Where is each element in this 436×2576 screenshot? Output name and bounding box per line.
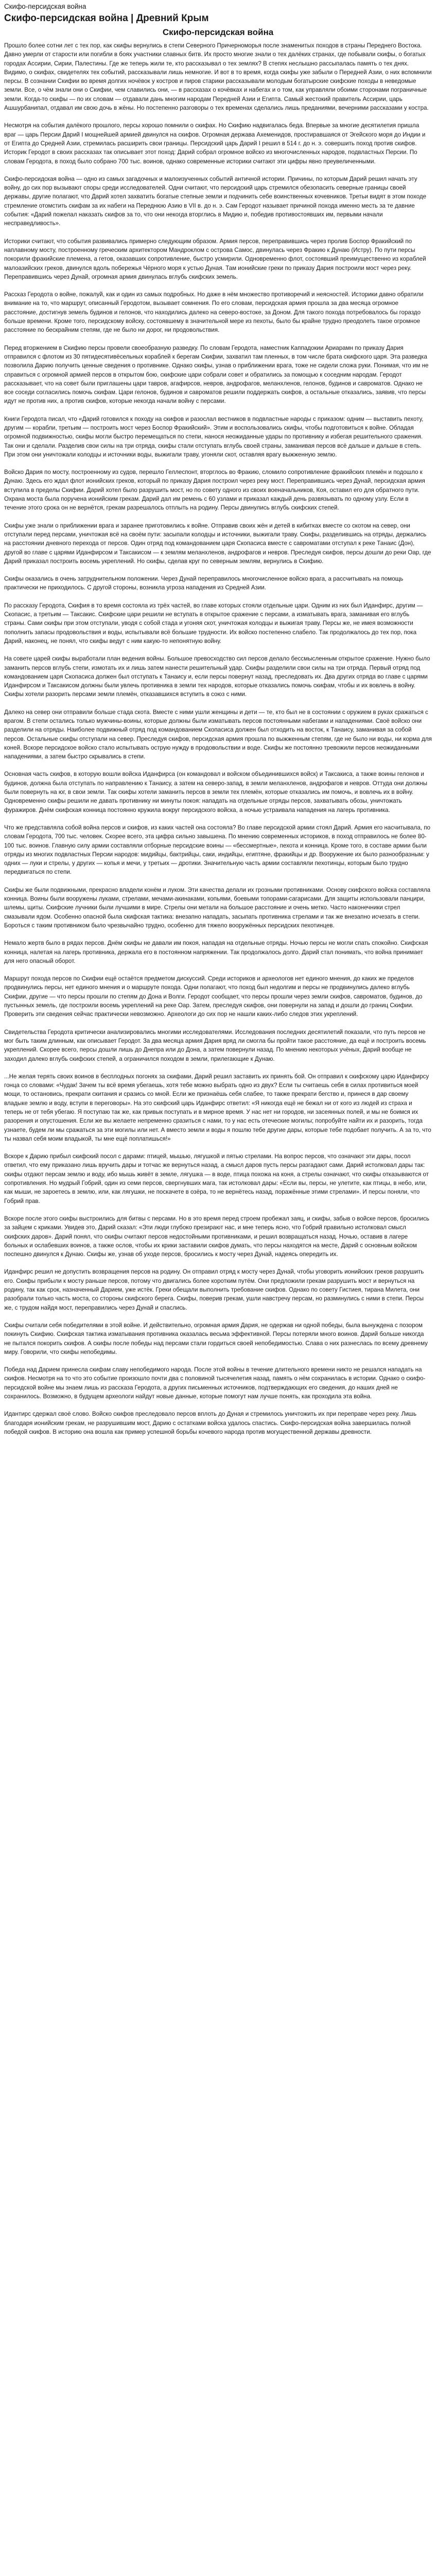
article-paragraph: Войско Дария по мосту, построенному из судов, перешло Геллеспонт, вторглось во Фракию, сломило сопротивление фракийских племён и подошло к Дунаю. Здесь его ждал флот ионийских греков, который по приказу Дария построил через реку мост. Переправившись через Дунай, персидская армия вступила в пределы Скифии. Дарий хотел было разрушить мост, но по совету одного из своих военачальников, Коя, оставил его для обратного пути. Охрана моста была поручена ионийским грекам. Дарий дал им ремень с 60 узлами и приказал каждый день развязывать по одному узлу. Если в течение этого срока он не вернётся, грекам разрешалось отплыть на родину. Персы двинулись вглубь скифских степей. [4, 469, 425, 512]
article-paragraph: Историки считают, что события развивались примерно следующим образом. Армия персов, переправившись через пролив Боспор Фракийский по наплавному мосту, построенному греческим архитектором Мандроклом с острова Самос, двинулась через Фракию к Дунаю (Истру). По пути персы покорили фракийские племена, а гетов, оказавших сопротивление, быстро усмирили. Одновременно флот, состоявший преимущественно из кораблей малоазийских греков, двинулся вдоль побережья Чёрного моря к устью Дуная. Там ионийские греки по приказу Дария построили мост через реку. Переправившись через Дунай, огромная армия двинулась вглубь скифских земель. [4, 238, 426, 280]
article-paragraph: Иданфирс решил не допустить возвращения персов на родину. Он отправил отряд к мосту через Дунай, чтобы уговорить ионийских греков разрушить его. Скифы прибыли к мосту раньше персов, потому что двигались более коротким путём. Они предложили грекам разрушить мост и вернуться на родину, так как срок, назначенный Дарием, уже истёк. Греки обещали выполнить требование скифов. Однако по совету Гистиея, тирана Милета, они разобрали только часть моста, со стороны скифского берега. Скифы, поверив грекам, ушли навстречу персам, но разминулись с ними в степи. Персы же, с трудом найдя мост, переправились через Дунай и спаслись. [4, 1268, 424, 1311]
article-paragraph: Вскоре после этого скифы выстроились для битвы с персами. Но в это время перед строем пробежал заяц, и скифы, забыв о войске персов, бросились за зайцем с криками. Увидев это, Дарий сказал: «Эти люди глубоко презирают нас, и мне теперь ясно, что Гобрий правильно истолковал смысл скифских даров». Дарий понял, что скифы считают персов недостойными противниками, и решил возвращаться назад. Ночью, оставив в лагере больных и ослабевших воинов, а также ослов, чтобы их крики заставили скифов думать, что персы находятся на месте, Дарий с основным войском поспешно двинулся к Дунаю. Скифы же, узнав об уходе персов, бросились к мосту через Дунай, надеясь опередить их. [4, 1215, 429, 1258]
article-paragraph: Победа над Дарием принесла скифам славу непобедимого народа. После этой войны в течение длительного времени никто не решался нападать на скифов. Несмотря на то что это событие произошло почти два с половиной тысячелетия назад, память о нём сохранилась в истории. Однако о скифо-персидской войне мы знаем лишь из рассказа Геродота, а других письменных источников, подтверждающих его сведения, до наших дней не сохранилось. Возможно, в будущем археологи найдут новые данные, которые помогут нам лучше понять, как проходила эта война. [4, 1366, 426, 1400]
article-paragraph: Идантирс сдержал своё слово. Войско скифов преследовало персов вплоть до Дуная и стремилось уничтожить их при переправе через реку. Лишь благодаря ионийским грекам, не разрушившим мост, Дарию с остатками войска удалось спастись. Скифо-персидская война завершилась полной победой скифов. В историю она вошла как пример успешной борьбы кочевого народа против могущественной державы древности. [4, 1411, 417, 1435]
article-body [4, 41, 432, 1436]
article-paragraph: Перед вторжением в Скифию персы провели своеобразную разведку. По словам Геродота, наместник Каппадокии Ариарамн по приказу Дария отправился с флотом из 30 пятидесятивёсельных кораблей к берегам Скифии, захватил там пленных, в том числе брата скифского царя. Эта разведка позволила Дарию получить ценные сведения о противнике. Однако скифы, узнав о приближении врага, тоже не сидели сложа руки. Понимая, что им не справиться с огромной армией персов в открытом бою, скифские цари собрали совет и обратились за помощью к соседним народам. Геродот рассказывает, что на совет были приглашены цари тавров, агафирсов, невров, андрофагов, меланхленов, гелонов, будинов и савроматов. Однако не все соседи согласились помочь скифам. Цари гелонов, будинов и савроматов решили поддержать скифов, а остальные отказались, заявив, что персы идут не против них, а против скифов, которые некогда начали войну с персами. [4, 344, 429, 405]
article-paragraph: Прошло более сотни лет с тех пор, как скифы вернулись в степи Северного Причерноморья после знаменитых походов в страны Переднего Востока. Давно умерли от старости или погибли в боях участники славных битв. Их просто многие знали о тех далёких странах, где побывали скифы, о богатых городах Ассирии, Сирии, Палестины. Где же теперь жили те, кто рассказывал о тех землях? В степях неслышно рассыпалась память о тех днях. Видимо, о скифах, свидетелях тех событий, рассказывали лишь немногие. И вот в то время, когда скифы уже забыли о Передней Азии, о них вспомнили персы. В сознании Скифии во время долгих ночёвок у костров и пиров старики рассказывали молодым богатырские скифские походы в неведомые земли. Все, о чём знали они о Скифии, чем славились они, — в рассказах о кочёвках и набегах и о том, как управляли обоими сторонами пограничные земли. Когда-то скифы — по их словам — отдавали дань многим народам Передней Азии и Египта. Самый жестокий правитель Ассирии, царь Ашшурбанипал, отдавал им свою дочь в жёны. Но постепенно разговоры о тех временах сделались лишь преданиями, вечерними рассказами у костра. [4, 42, 432, 112]
article-paragraph: Что же представляла собой война персов и скифов, из каких частей она состояла? Во главе персидской армии стоял Дарий. Армия его насчитывала, по словам Геродота, 700 тыс. человек. Скорее всего, эта цифра сильно завышена. По мнению современных историков, в поход отправилось не более 80-100 тыс. воинов. Главную силу армии составляли отборные персидские воины — «бессмертные», пехота и конница. Кроме того, в составе армии были отряды из многих подвластных Персии народов: мидийцы, бактрийцы, саки, индийцы, египтяне, фракийцы и др. Вооружение их было разнообразным: у одних — луки и стрелы, у других — копья и мечи, у третьих — дротики. Значительную часть армии составляли пехотинцы, которым было трудно передвигаться по степи. [4, 824, 430, 876]
article-paragraph: Скифо-персидская война — одно из самых загадочных и малоизученных событий античной истории. Причины, по которым Дарий решил начать эту войну, до сих пор вызывают споры среди исследователей. Одни считают, что персидский царь стремился обезопасить северные границы своей державы, другие полагают, что Дарий хотел захватить богатые степные земли и подчинить себе воинственных кочевников. Третьи видят в этом походе стремление отомстить скифам за их набеги на Переднюю Азию в VII в. до н. э. Сам Геродот называет причиной похода именно месть за те давние события: «Дарий пожелал наказать скифов за то, что они некогда вторглись в Мидию и, победив противостоявших им, первыми начали несправедливость». [4, 175, 427, 227]
page-topline: Скифо-персидская война [4, 3, 86, 10]
article-paragraph: На совете царей скифы выработали план ведения войны. Большое превосходство сил персов делало бессмысленным открытое сражение. Нужно было заманить персов вглубь степи, измотать их и лишь затем нанести решительный удар. Скифы разделили свои силы на три отряда. Первый отряд под командованием царя Скопасиса должен был отступать к Танаису и, если персы повернут назад, преследовать их. Два других отряда во главе с царями Иданфирсом и Таксакисом должны были увлечь противника в земли тех народов, которые отказались помочь скифам, чтобы и их вовлечь в войну. Скифы хотели разорить персами земли племён, отказавшихся вступить в союз с ними. [4, 655, 430, 698]
article-paragraph: Скифы уже знали о приближении врага и заранее приготовились к войне. Отправив своих жён и детей в кибитках вместе со скотом на север, они отступали перед персами, уничтожая всё на своём пути: засыпали колодцы и источники, выжигали траву. Скифы, разделившись на отряды, держались на расстоянии дневного перехода от персов. Один отряд под командованием царя Скопасиса вместе с савроматами отступал к реке Танаис (Дон), другой во главе с царями Иданфирсом и Таксакисом — к землям меланхленов, андрофагов и невров. Преследуя скифов, персы дошли до реки Оар, где Дарий приказал построить восемь укреплений. Но скифы, сделав круг по северным землям, вернулись в Скифию. [4, 522, 431, 565]
article-paragraph: Книги Геродота писал, что «Дарий готовился к походу на скифов и разослал вестников в подвластные народы с приказом: одним — выставить пехоту, другим — корабли, третьим — построить мост через Боспор Фракийский». Этим и воспользовались скифы, чтобы подготовиться к войне. Обладая огромной подвижностью, скифы могли быстро перемещаться по степи, нанося неожиданные удары по противнику и избегая решительного сражения. Так они и сделали. Разделив свои силы на три отряда, скифы стали отступать вглубь своей страны, заманивая персов всё дальше и дальше в степь. При этом они уничтожали колодцы и источники воды, выжигали траву, угоняли скот, оставляя врагу выжженную землю. [4, 415, 424, 458]
article-title: Скифо-персидская война [162, 27, 274, 37]
article-paragraph: Маршрут похода персов по Скифии ещё остаётся предметом дискуссий. Среди историков и археологов нет единого мнения, до каких же пределов продвинулись персы, нет единого мнения и о маршруте похода. Одни полагают, что поход был недолгим и персы не продвинулись далеко вглубь Скифии, другие — что персы прошли по степям до Дона и Волги. Геродот сообщает, что персы прошли через земли скифов, савроматов, будинов, до пустынных земель, где построили восемь укреплений на реке Оар. Затем, преследуя скифов, они повернули на запад и дошли до границ Скифии. Проверить эти сведения сейчас практически невозможно. Археологи до сих пор не нашли каких-либо следов этих укреплений. [4, 975, 423, 1018]
article-paragraph: Рассказ Геродота о войне, пожалуй, как и один из самых подробных. Но даже в нём множество противоречий и неясностей. Историки давно обратили внимание на то, что маршрут, описанный Геродотом, вызывает сомнения. По его словам, персидская армия прошла за два месяца огромное расстояние, достигнув земель будинов и гелонов, что находились далеко на северо-востоке, за Доном. Для такого похода потребовалось бы гораздо больше времени. Кроме того, персидскому войску, состоявшему в значительной мере из пехоты, было бы крайне трудно преодолеть такое огромное расстояние по бескрайним степям, где не было ни дорог, ни продовольствия. [4, 291, 424, 334]
article-paragraph: Далеко на север они отправили больше стада скота. Вместе с ними ушли женщины и дети — те, кто был не в состоянии с оружием в руках сражаться с врагом. В степи остались только мужчины-воины, которые должны были изматывать персов постоянными набегами и нападениями. Своё войско они разделили на отряды. Наиболее подвижный отряд под командованием Скопасиса должен был отходить на восток, к Танаису, заманивая за собой персов. Остальные скифы отступали на север. Преследуя скифов, персидская армия прошла по выжженным степям, где не было ни воды, ни корма для коней. Вскоре персидское войско стало испытывать острую нужду в продовольствии и воде. Скифы же постоянно тревожили персов неожиданными нападениями, а затем быстро скрывались в степи. [4, 708, 432, 760]
article-paragraph: Скифы считали себя победителями в этой войне. И действительно, огромная армия Дария, не одержав ни одной победы, была вынуждена с позором покинуть Скифию. Скифская тактика изматывания противника оказалась весьма эффективной. Персы потеряли много воинов. Дарий больше никогда не пытался покорить скифов. А скифы после победы над персами стали гордиться своей непобедимостью. Слава о них разнеслась по всему древнему миру. Говорили, что скифы непобедимы. [4, 1321, 428, 1355]
article-paragraph: Свидетельства Геродота критически анализировались многими исследователями. Исследования последних десятилетий показали, что путь персов не мог быть таким длинным, как описывает Геродот. За два месяца армия Дария вряд ли смогла бы пройти такое расстояние, да ещё и построить восемь укреплений. Скорее всего, персы дошли лишь до Днепра или до Дона, а затем повернули назад. По мнению некоторых учёных, Дарий вообще не заходил далеко вглубь скифских степей, а ограничился походом в земли, прилегающие к Дунаю. [4, 1028, 426, 1062]
article-paragraph: Вскоре к Дарию прибыл скифский посол с дарами: птицей, мышью, лягушкой и пятью стрелами. На вопрос персов, что означают эти дары, посол ответил, что ему приказано лишь вручить дары и тотчас же вернуться назад, а смысл даров пусть персы разгадают сами. Дарий истолковал дары так: скифы отдают персам землю и воду, ибо мышь живёт в земле, лягушка — в воде, птица похожа на коня, а стрелы означают, что скифы отказываются от сопротивления. Но мудрый Гобрий, один из семи персов, свергнувших мага, так истолковал дары: «Если вы, персы, не улетите, как птицы, в небо, или, как мыши, не зароетесь в землю, или, как лягушки, не поскачете в озёра, то не вернётесь назад, поражённые этими стрелами». И персы поняли, что Гобрий прав. [4, 1153, 429, 1205]
article-paragraph: По рассказу Геродота, Скифия в то время состояла из трёх частей, во главе которых стояли отдельные цари. Одним из них был Иданфирс, другим — Скопасис, а третьим — Таксакис. Скифские цари решили не вступать в открытое сражение с персами, а изматывать врага, заманивая его вглубь страны. Сами скифы при этом отступали, уводя с собой стада и угоняя скот, уничтожая колодцы и выжигая траву. Персы же, не имея возможности пополнить запасы продовольствия и воды, испытывали всё большие трудности. Их войско постепенно слабело. Так продолжалось до тех пор, пока Дарий, наконец, не понял, что скифы ведут с ним какую-то непонятную войну. [4, 602, 423, 645]
article-paragraph: Скифы оказались в очень затруднительном положении. Через Дунай переправилось многочисленное войско врага, а рассчитывать на помощь практически не приходилось. С другой стороны, возникла угроза нападения из Средней Азии. [4, 575, 404, 591]
article-paragraph: Немало жертв было в рядах персов. Днём скифы не давали им покоя, нападая на отдельные отряды. Ночью персы не могли спать спокойно. Скифская конница, налетая на лагерь противника, держала его в постоянном напряжении. Так продолжалось долго. Дарий стал понимать, что война принимает для него опасный оборот. [4, 940, 428, 964]
article-paragraph: ...Не желая терять своих воинов в бесплодных погонях за скифами, Дарий решил заставить их принять бой. Он отправил к скифскому царю Иданфирсу гонца со словами: «Чудак! Зачем ты всё время убегаешь, хотя тебе можно выбрать одно из двух? Если ты считаешь себя в силах противиться моей мощи, то остановись, прекрати скитания и сразись со мной. Если же признаёшь себя слабее, то также прекрати бегство и, принеся в дар своему владыке землю и воду, вступи в переговоры». На это скифский царь Иданфирс ответил: «Я никогда ещё не бежал ни от кого из людей из страха и теперь не от тебя убегаю. Я поступаю так же, как привык поступать и в мирное время. У нас нет ни городов, ни засеянных полей, и мы не боимся их разорения и опустошения. Если же вы желаете непременно сразиться с нами, то у нас есть отеческие могилы; попробуйте найти их и разорить, тогда узнаете, будем ли мы сражаться за эти могилы или нет. А вместо земли и воды я пошлю тебе другие дары, которые тебе подобает получить. А за то, что ты назвал себя моим владыкой, ты мне ещё поплатишься!» [4, 1073, 431, 1142]
article-paragraph: Скифы же были подвижными, прекрасно владели конём и луком. Эти качества делали их грозными противниками. Основу скифского войска составляла конница. Воины были вооружены луками, стрелами, мечами-акинаками, копьями, боевыми топорами-сагарисами. Для защиты использовали панцири, шлемы, щиты. Скифские лучники были лучшими в мире. Стрелы они метали на большое расстояние и очень метко. Часто наконечники стрел смазывали ядом. Особенно опасной была скифская тактика: внезапно нападать, засыпать противника стрелами и так же внезапно исчезать в степи. Бороться с таким противником было чрезвычайно трудно, особенно для тяжело вооружённых персидских пехотинцев. [4, 886, 431, 929]
article-paragraph: Несмотря на события далёкого прошлого, персы хорошо помнили о скифах. Но Скифию надвигалась беда. Впервые за многие десятилетия пришла враг — царь Персии Дарий I мощнейшей армией двинулся на скифов. Огромная держава Ахеменидов, простиравшаяся от Эгейского моря до Индии и от Египта до Средней Азии, стремилась расширить свои границы. Персидский царь Дарий I решил в 514 г. до н. э. совершить поход против скифов. Историк Геродот в своих рассказах так описывает этот поход: Дарий собрал огромное войско из многочисленных народов, подвластных Персии. По словам Геродота, в поход было собрано 700 тыс. воинов, однако современные историки считают эти цифры явно преувеличенными. [4, 122, 426, 165]
page-title: Скифо-персидская война | Древний Крым [4, 13, 209, 24]
article-paragraph: Основная часть скифов, в которую вошли войска Иданфирса (он командовал и войском объединившихся войск) и Таксакиса, а также воины гелонов и будинов, должна была отступать по направлению к Танаису, а затем на северо-запад, в земли меланхленов, андрофагов и невров. Оттуда они должны были повернуть на юг, в свои земли. Так скифы хотели заманить персов в земли тех племён, которые отказались им помочь, и вовлечь их в войну. Одновременно скифы решили не давать противнику ни минуты покоя: нападать на отдельные отряды персов, захватывать обозы, уничтожать фуражиров. Днём скифская конница постоянно кружила вокруг персидского войска, а ночью устраивала нападения на лагерь противника. [4, 771, 427, 814]
